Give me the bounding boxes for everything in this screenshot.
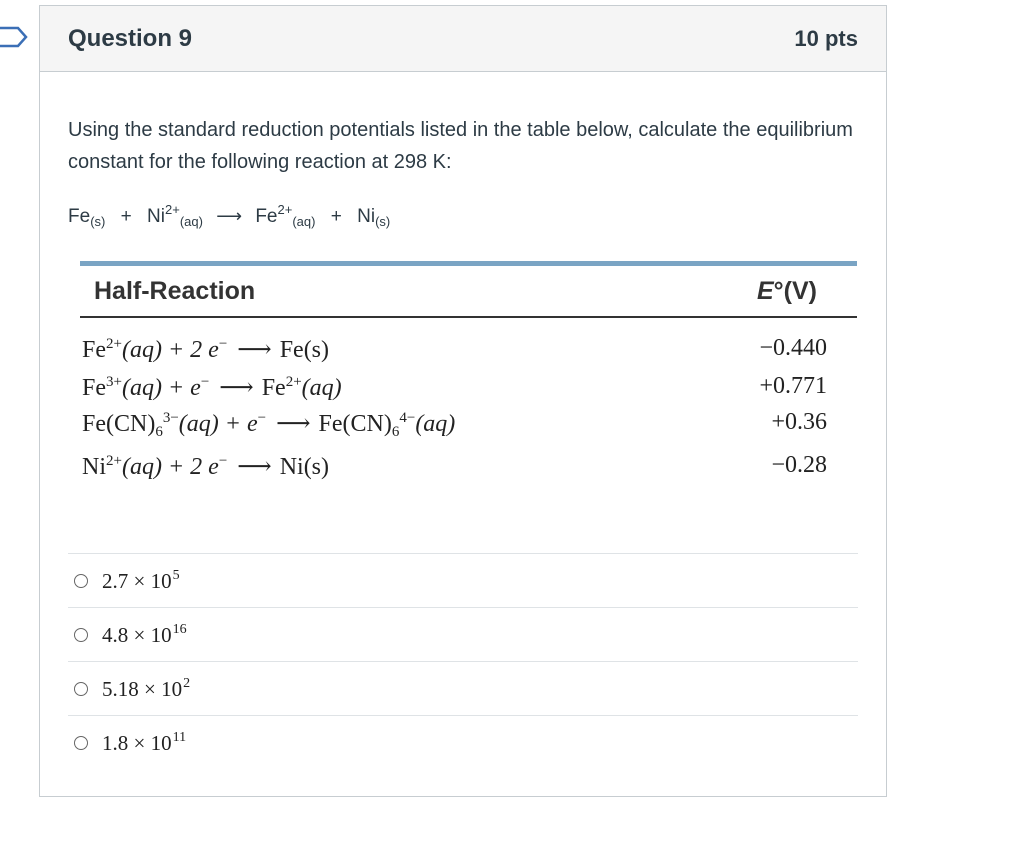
potential-value: −0.28 xyxy=(771,452,827,478)
bookmark-flag-icon[interactable] xyxy=(0,26,30,48)
answer-option[interactable] xyxy=(68,607,858,661)
answer-label: $4.8 \times 10^{16}$ xyxy=(102,621,187,647)
overall-reaction xyxy=(68,202,390,229)
radio-button[interactable] xyxy=(74,628,88,642)
reaction-arrow: ⟶ xyxy=(237,337,272,363)
reaction-arrow: ⟶ xyxy=(276,411,311,437)
question-card xyxy=(39,5,887,797)
reaction-arrow: ⟶ xyxy=(219,375,254,401)
reduction-potential-table xyxy=(80,261,857,491)
half-reaction-row: $Fe(CN)_6^{3-}(aq) + e^-$ ⟶ $Fe(CN)_6^{4-}(aq)$ xyxy=(82,410,456,440)
reactant-ni-state: (aq) xyxy=(179,214,203,229)
question-title: Question 9 xyxy=(68,24,193,52)
radio-button[interactable] xyxy=(74,574,88,588)
potential-value: +0.771 xyxy=(759,373,827,399)
reactant-ni-charge: 2+ xyxy=(164,202,180,217)
product-ni: Ni xyxy=(357,206,376,227)
answer-option[interactable] xyxy=(68,553,858,607)
answer-option[interactable] xyxy=(68,715,858,769)
answer-option[interactable] xyxy=(68,661,858,715)
question-points: 10 pts xyxy=(794,25,858,51)
question-text: Using the standard reduction potentials listed in the table below, calculate the equilibrium constant for the following reaction at 298 K: xyxy=(68,119,853,173)
answer-label: $2.7 \times 10^5$ xyxy=(102,567,180,593)
plus-sign: + xyxy=(120,206,132,227)
reactant-fe: Fe xyxy=(68,206,91,227)
answer-label: $1.8 \times 10^{11}$ xyxy=(102,729,187,755)
half-reaction-row: $Fe^{3+}(aq) + e^-$ ⟶ $Fe^{2+}(aq)$ xyxy=(82,374,342,401)
product-fe-state: (aq) xyxy=(292,214,316,229)
question-header xyxy=(40,6,886,72)
plus-sign: + xyxy=(330,206,342,227)
reactant-ni: Ni xyxy=(147,206,165,227)
product-ni-state: (s) xyxy=(375,214,391,229)
table-top-bar xyxy=(80,261,857,266)
reaction-arrow: ⟶ xyxy=(237,454,272,480)
half-reaction-row: $Fe^{2+}(aq) + 2$ e− ⟶ Fe(s) xyxy=(82,336,330,363)
table-header-half-reaction: Half-Reaction xyxy=(94,277,256,305)
radio-button[interactable] xyxy=(74,682,88,696)
radio-button[interactable] xyxy=(74,736,88,750)
table-header-potential: E°(V) xyxy=(756,277,817,305)
table-divider xyxy=(80,316,857,318)
product-fe: Fe xyxy=(255,206,278,227)
answer-label: $5.18 \times 10^2$ xyxy=(102,675,191,701)
product-fe-charge: 2+ xyxy=(277,202,293,217)
potential-value: +0.36 xyxy=(771,409,827,435)
reactant-fe-state: (s) xyxy=(90,214,106,229)
reaction-arrow: ⟶ xyxy=(216,206,243,226)
half-reaction-row: $Ni^{2+}(aq) + 2$ e− ⟶ Ni(s) xyxy=(82,453,330,480)
answer-list xyxy=(68,553,858,769)
potential-value: −0.440 xyxy=(759,335,827,361)
